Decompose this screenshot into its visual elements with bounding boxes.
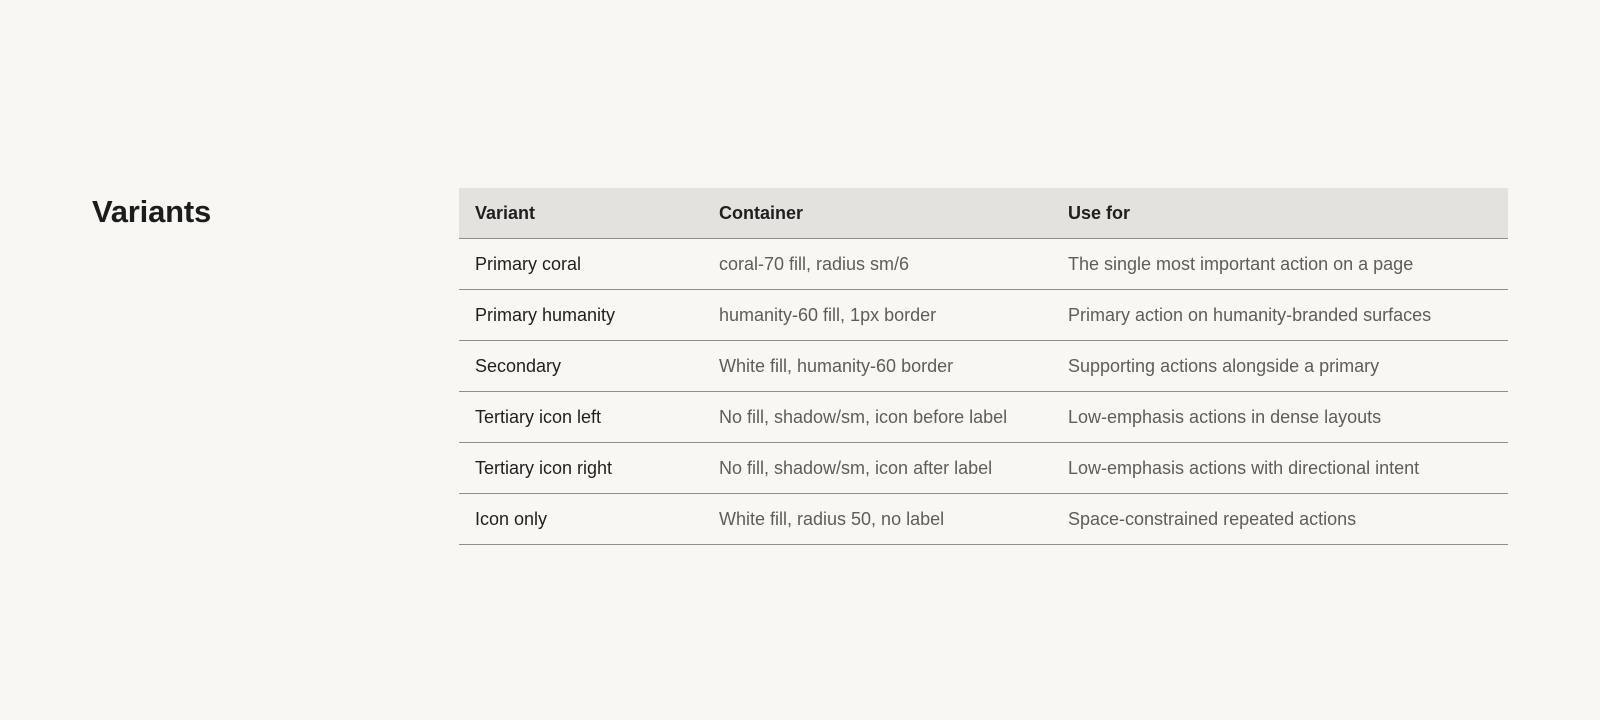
variant-cell: Secondary xyxy=(459,341,703,392)
container-cell: No fill, shadow/sm, icon before label xyxy=(703,392,1052,443)
variant-cell: Primary coral xyxy=(459,239,703,290)
use-for-cell: Primary action on humanity-branded surfaces xyxy=(1052,290,1508,341)
container-cell: White fill, radius 50, no label xyxy=(703,494,1052,545)
table-header-row xyxy=(459,188,1508,239)
table-header xyxy=(459,188,1508,239)
use-for-cell: Low-emphasis actions in dense layouts xyxy=(1052,392,1508,443)
variant-cell: Primary humanity xyxy=(459,290,703,341)
table-row xyxy=(459,290,1508,341)
column-header-container: Container xyxy=(703,188,1052,239)
column-header-variant: Variant xyxy=(459,188,703,239)
table-body xyxy=(459,239,1508,545)
container-cell: coral-70 fill, radius sm/6 xyxy=(703,239,1052,290)
section-title: Variants xyxy=(92,194,212,229)
variant-cell: Icon only xyxy=(459,494,703,545)
container-cell: White fill, humanity-60 border xyxy=(703,341,1052,392)
use-for-cell: The single most important action on a page xyxy=(1052,239,1508,290)
table-row xyxy=(459,341,1508,392)
column-header-use-for: Use for xyxy=(1052,188,1508,239)
variant-cell: Tertiary icon left xyxy=(459,392,703,443)
table-row xyxy=(459,392,1508,443)
table-row xyxy=(459,443,1508,494)
use-for-cell: Low-emphasis actions with directional intent xyxy=(1052,443,1508,494)
use-for-cell: Supporting actions alongside a primary xyxy=(1052,341,1508,392)
variant-cell: Tertiary icon right xyxy=(459,443,703,494)
table-row xyxy=(459,494,1508,545)
use-for-cell: Space-constrained repeated actions xyxy=(1052,494,1508,545)
container-cell: humanity-60 fill, 1px border xyxy=(703,290,1052,341)
table-row xyxy=(459,239,1508,290)
container-cell: No fill, shadow/sm, icon after label xyxy=(703,443,1052,494)
variants-table xyxy=(459,188,1508,545)
